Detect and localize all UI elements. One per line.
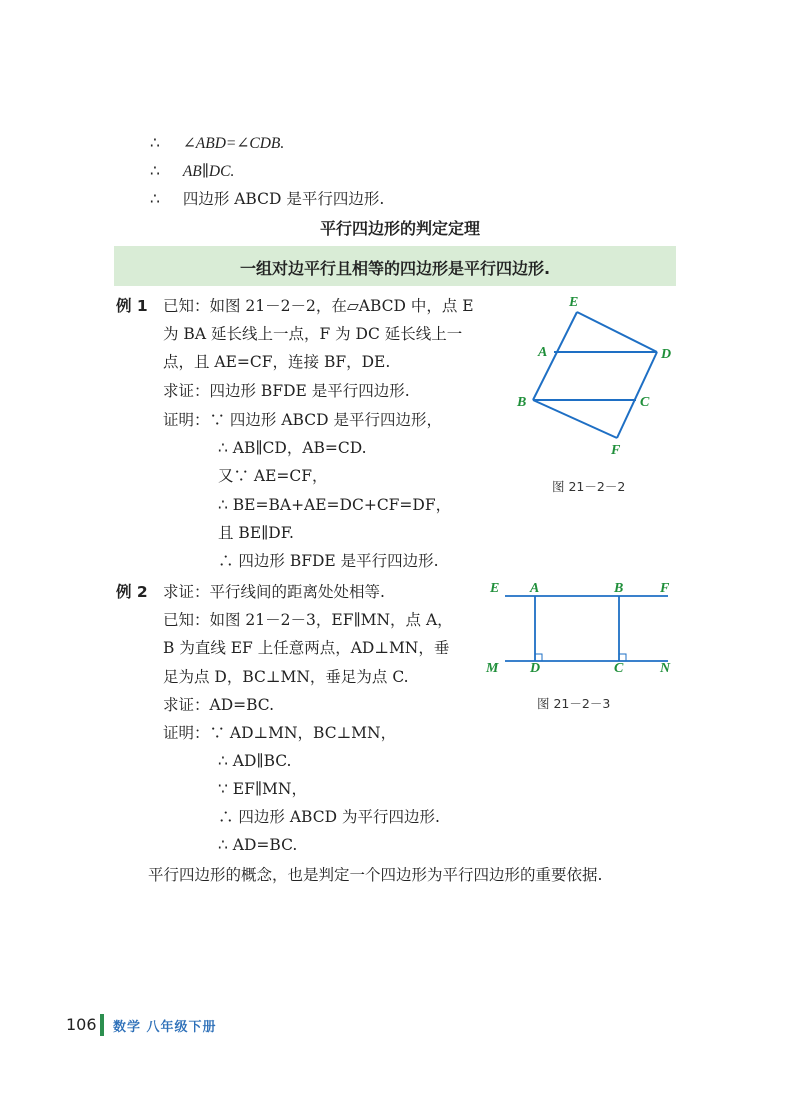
example-1-line: 且 BE∥DF.	[218, 524, 294, 542]
segment-ed	[577, 312, 657, 352]
point-label-d: D	[661, 347, 672, 362]
point-label-a: A	[530, 581, 540, 596]
figure-21-2-3	[480, 575, 680, 675]
segment-df	[617, 352, 657, 438]
figure-caption-21-2-3: 图 21－2－3	[537, 696, 611, 711]
example-1-line: 点，且 AE=CF，连接 BF，DE.	[163, 353, 391, 371]
segment-bf	[533, 400, 617, 438]
right-angle-d	[535, 654, 542, 661]
point-label-e: E	[569, 295, 579, 310]
proof-line-3-text: 四边形 ABCD 是平行四边形.	[182, 190, 385, 208]
point-label-b: B	[614, 581, 624, 596]
example-1-line: 求证：四边形 BFDE 是平行四边形.	[163, 382, 410, 400]
proof-line-1-text: ∠ABD=∠CDB.	[182, 135, 285, 152]
point-label-f: F	[611, 443, 621, 458]
example-1-line: 已知：如图 21－2－2，在▱ABCD 中，点 E	[163, 297, 474, 315]
point-label-c: C	[614, 661, 624, 675]
therefore-symbol: ∴	[150, 162, 160, 180]
example-2-line: ∵ EF∥MN，	[218, 780, 307, 798]
example-2-line: 求证：平行线间的距离处处相等.	[163, 583, 385, 601]
proof-line-3	[150, 189, 384, 209]
figure-caption-21-2-2: 图 21－2－2	[552, 479, 626, 494]
point-label-d: D	[530, 661, 541, 675]
point-label-m: M	[486, 661, 499, 675]
point-label-b: B	[517, 395, 527, 410]
theorem-heading: 平行四边形的判定定理	[319, 219, 480, 238]
proof-line-2	[150, 161, 234, 182]
example-2-line: 已知：如图 21－2－3，EF∥MN，点 A，	[163, 611, 453, 629]
example-1-line: ∴ 四边形 BFDE 是平行四边形.	[218, 552, 439, 570]
example-1-label: 例 1	[116, 297, 148, 315]
example-2-label: 例 2	[116, 583, 148, 601]
example-1-line: 证明：∵ 四边形 ABCD 是平行四边形，	[163, 411, 442, 429]
example-2-line: ∴ AD=BC.	[218, 836, 298, 854]
theorem-box	[114, 246, 676, 286]
figure-21-2-2	[505, 290, 685, 460]
example-1-line: ∴ BE=BA+AE=DC+CF=DF，	[218, 496, 452, 514]
footer-divider	[100, 1014, 104, 1036]
proof-line-2-text: AB∥DC.	[182, 163, 235, 180]
conclusion-text: 平行四边形的概念，也是判定一个四边形为平行四边形的重要依据.	[148, 866, 603, 884]
example-2-line: 证明：∵ AD⊥MN，BC⊥MN，	[163, 724, 397, 742]
therefore-symbol: ∴	[150, 190, 160, 208]
example-2-line: ∴ 四边形 ABCD 为平行四边形.	[218, 808, 440, 826]
point-label-c: C	[640, 395, 650, 410]
point-label-e: E	[490, 581, 500, 596]
example-1-line: 为 BA 延长线上一点，F 为 DC 延长线上一	[163, 325, 463, 343]
footer-subject: 数学 八年级下册	[113, 1020, 217, 1035]
theorem-text: 一组对边平行且相等的四边形是平行四边形.	[239, 259, 551, 278]
example-2-line: 求证：AD=BC.	[163, 696, 275, 714]
page-number: 106	[66, 1015, 97, 1034]
proof-line-1	[150, 133, 284, 154]
example-1-line: ∴ AB∥CD，AB=CD.	[218, 439, 367, 457]
point-label-a: A	[538, 345, 548, 360]
point-label-n: N	[660, 661, 671, 675]
example-1-line: 又∵ AE=CF，	[218, 467, 328, 485]
example-2-line: B 为直线 EF 上任意两点，AD⊥MN，垂	[163, 639, 450, 657]
right-angle-c	[619, 654, 626, 661]
point-label-f: F	[660, 581, 670, 596]
therefore-symbol: ∴	[150, 134, 160, 152]
example-2-line: ∴ AD∥BC.	[218, 752, 292, 770]
example-2-line: 足为点 D，BC⊥MN，垂足为点 C.	[163, 668, 409, 686]
